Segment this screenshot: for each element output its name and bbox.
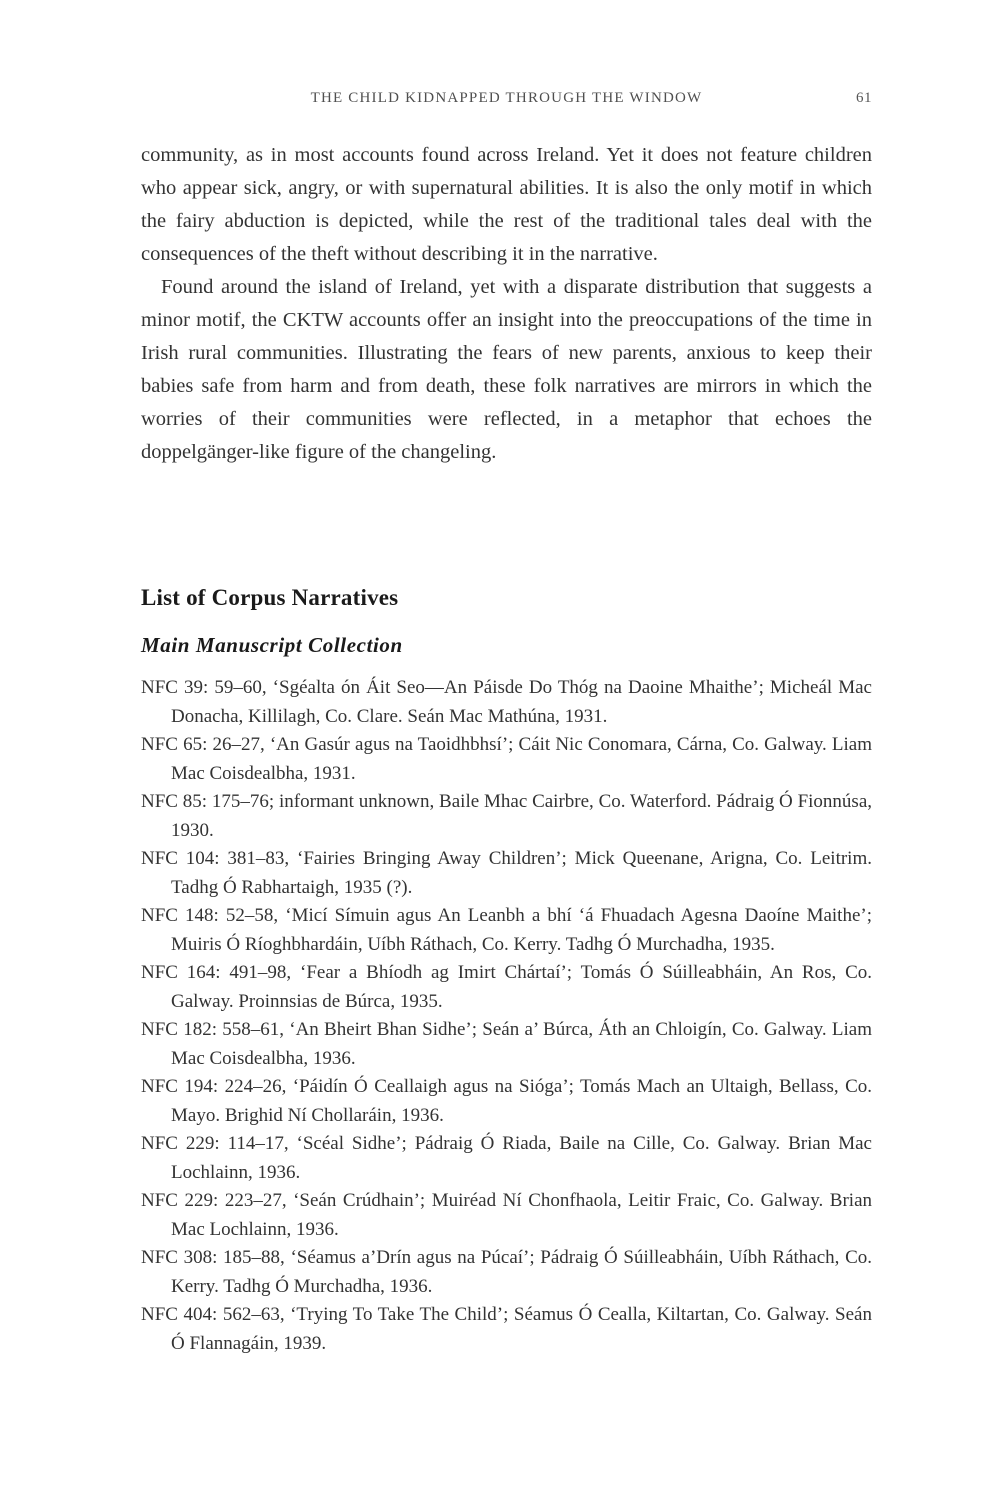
list-item-nfc-194: NFC 194: 224–26, ‘Páidín Ó Ceallaigh agus na Sióga’; Tomás Mach an Ultaigh, Bellass, Co. Mayo. Brighid Ní Chollaráin, 1936. bbox=[141, 1076, 872, 1126]
list-item-nfc-39: NFC 39: 59–60, ‘Sgéalta ón Áit Seo—An Páisde Do Thóg na Daoine Mhaithe’; Micheál Mac Donacha, Killilagh, Co. Clare. Seán Mac Mathúna, 1931. bbox=[141, 677, 872, 727]
section-heading: List of Corpus Narratives bbox=[141, 585, 399, 610]
list-item-nfc-182: NFC 182: 558–61, ‘An Bheirt Bhan Sidhe’; Seán a’ Búrca, Áth an Chloigín, Co. Galway. Liam Mac Coisdealbha, 1936. bbox=[141, 1019, 872, 1069]
list-item-nfc-229-b: NFC 229: 223–27, ‘Seán Crúdhain’; Muiréad Ní Chonfhaola, Leitir Fraic, Co. Galway. Brian Mac Lochlainn, 1936. bbox=[141, 1190, 872, 1240]
running-head bbox=[141, 90, 872, 107]
paragraph-found-around: Found around the island of Ireland, yet with a disparate distribution that suggests a minor motif, the CKTW accounts offer an insight into the preoccupations of the time in Irish rural communities. Illustrating the fears of new parents, anxious to keep their babies safe from harm and from death, these folk narratives are mirrors in which the worries of their communities were reflected, in a metaphor that echoes the doppelgänger-like figure of the changeling. bbox=[141, 276, 872, 463]
list-item-nfc-164: NFC 164: 491–98, ‘Fear a Bhíodh ag Imirt Chártaí’; Tomás Ó Súilleabháin, An Ros, Co. Galway. Proinnsias de Búrca, 1935. bbox=[141, 962, 872, 1012]
paragraph-community: community, as in most accounts found across Ireland. Yet it does not feature children who appear sick, angry, or with supernatural abilities. It is also the only motif in which the fairy abduction is depicted, while the rest of the traditional tales deal with the consequences of the theft without describing it in the narrative. bbox=[141, 144, 872, 265]
list-item-nfc-148: NFC 148: 52–58, ‘Micí Símuin agus An Leanbh a bhí ‘á Fhuadach Agesna Daoíne Maithe’; Muiris Ó Ríoghbhardáin, Uíbh Ráthach, Co. Kerry. Tadhg Ó Murchadha, 1935. bbox=[141, 905, 872, 955]
list-item-nfc-104: NFC 104: 381–83, ‘Fairies Bringing Away Children’; Mick Queenane, Arigna, Co. Leitrim. Tadhg Ó Rabhartaigh, 1935 (?). bbox=[141, 848, 872, 898]
page-number: 61 bbox=[856, 90, 872, 106]
list-item-nfc-85: NFC 85: 175–76; informant unknown, Baile Mhac Cairbre, Co. Waterford. Pádraig Ó Fionnúsa, 1930. bbox=[141, 791, 872, 841]
corpus-narratives-list bbox=[141, 674, 872, 1358]
list-item-nfc-404: NFC 404: 562–63, ‘Trying To Take The Child’; Séamus Ó Cealla, Kiltartan, Co. Galway. Seán Ó Flannagáin, 1939. bbox=[141, 1304, 872, 1354]
list-item-nfc-308: NFC 308: 185–88, ‘Séamus a’Drín agus na Púcaí’; Pádraig Ó Súilleabháin, Uíbh Ráthach, Co. Kerry. Tadhg Ó Murchadha, 1936. bbox=[141, 1247, 872, 1297]
subsection-heading: Main Manuscript Collection bbox=[141, 633, 403, 657]
body-text bbox=[141, 139, 872, 469]
list-item-nfc-229-a: NFC 229: 114–17, ‘Scéal Sidhe’; Pádraig Ó Riada, Baile na Cille, Co. Galway. Brian Mac Lochlainn, 1936. bbox=[141, 1133, 872, 1183]
running-title: THE CHILD KIDNAPPED THROUGH THE WINDOW bbox=[310, 90, 703, 106]
list-item-nfc-65: NFC 65: 26–27, ‘An Gasúr agus na Taoidhbhsí’; Cáit Nic Conomara, Cárna, Co. Galway. Liam Mac Coisdealbha, 1931. bbox=[141, 734, 872, 784]
